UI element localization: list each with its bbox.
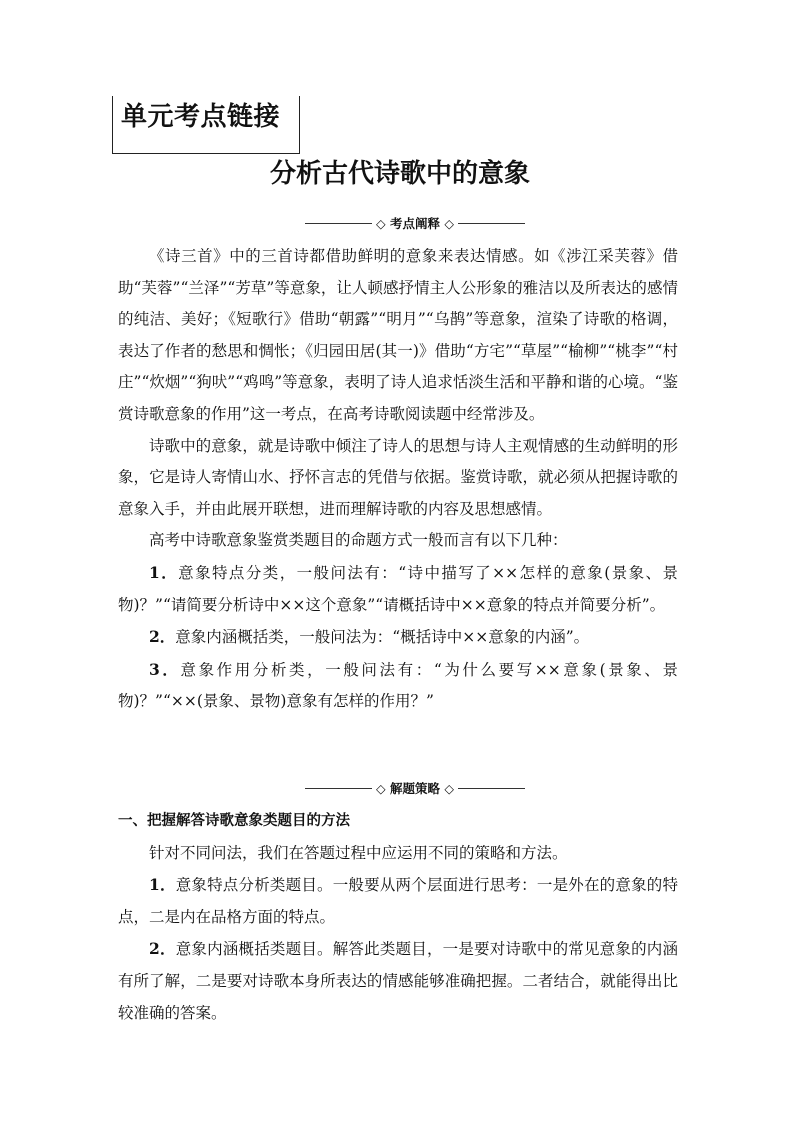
- list-item: [118, 933, 678, 1029]
- item-text: 意象内涵概括类，一般问法为：“概括诗中××意象的内涵”。: [175, 628, 590, 647]
- item-number: 2．: [149, 627, 176, 647]
- paragraph: 诗歌中的意象，就是诗歌中倾注了诗人的思想与诗人主观情感的生动鲜明的形象，它是诗人寄情山水、抒怀言志的凭借与依据。鉴赏诗歌，就必须从把握诗歌的意象入手，并由此展开联想，进而理解诗歌的内容及思想感情。: [118, 436, 678, 518]
- divider-line-right: [458, 788, 525, 789]
- section-divider-strategy: [305, 778, 525, 798]
- section-divider-explanation: [305, 213, 525, 233]
- item-text: 意象特点分析类题目。一般要从两个层面进行思考：一是外在的意象的特点，二是内在品格方面的特点。: [118, 876, 678, 926]
- item-text: 意象内涵概括类题目。解答此类题目，一是要对诗歌中的常见意象的内涵有所了解，二是要对诗歌本身所表达的情感能够准确把握。二者结合，就能得出比较准确的答案。: [118, 940, 678, 1022]
- divider-label: ◇ 考点阐释 ◇: [376, 216, 454, 231]
- paragraph: 高考中诗歌意象鉴赏类题目的命题方式一般而言有以下几种：: [149, 531, 568, 550]
- list-item: [118, 654, 678, 718]
- item-number: 1．: [149, 562, 179, 582]
- strategy-section: [118, 806, 678, 1029]
- divider-line-left: [305, 788, 372, 789]
- explanation-section: [118, 241, 678, 718]
- item-number: 1．: [149, 875, 176, 895]
- item-text: 意象作用分析类，一般问法有：“为什么要写××意象(景象、景物)？”“××(景象、景物)意象有怎样的作用？”: [118, 660, 678, 711]
- item-number: 3．: [149, 659, 181, 679]
- list-item: [118, 557, 678, 621]
- paragraph: 《诗三首》中的三首诗都借助鲜明的意象来表达情感。如《涉江采芙蓉》借助“芙蓉”“兰泽”“芳草”等意象，让人顿感抒情主人公形象的雅洁以及所表达的感情的纯洁、美好；《短歌行》借助“朝露”“明月”“乌鹊”等意象，渲染了诗歌的格调，表达了作者的愁思和惆怅；《归园田居(其一)》借助“方宅”“草屋”“榆柳”“桃李”“村庄”“炊烟”“狗吠”“鸡鸣”等意象，表明了诗人追求恬淡生活和平静和谐的心境。“鉴赏诗歌意象的作用”这一考点，在高考诗歌阅读题中经常涉及。: [118, 247, 678, 423]
- divider-line-left: [305, 223, 372, 224]
- divider-line-right: [458, 223, 525, 224]
- divider-label: ◇ 解题策略 ◇: [376, 781, 454, 796]
- list-item: [118, 621, 678, 654]
- section-heading: 一、把握解答诗歌意象类题目的方法: [118, 813, 350, 829]
- item-text: 意象特点分类，一般问法有：“诗中描写了××怎样的意象(景象、景物)？”“请简要分析诗中××这个意象”“请概括诗中××意象的特点并简要分析”。: [118, 563, 678, 614]
- unit-label: 单元考点链接: [121, 102, 281, 132]
- page-title: 分析古代诗歌中的意象: [269, 159, 530, 189]
- list-item: [118, 869, 678, 933]
- unit-label-box: [112, 96, 300, 154]
- paragraph: 针对不同问法，我们在答题过程中应运用不同的策略和方法。: [149, 843, 568, 862]
- item-number: 2．: [149, 939, 176, 959]
